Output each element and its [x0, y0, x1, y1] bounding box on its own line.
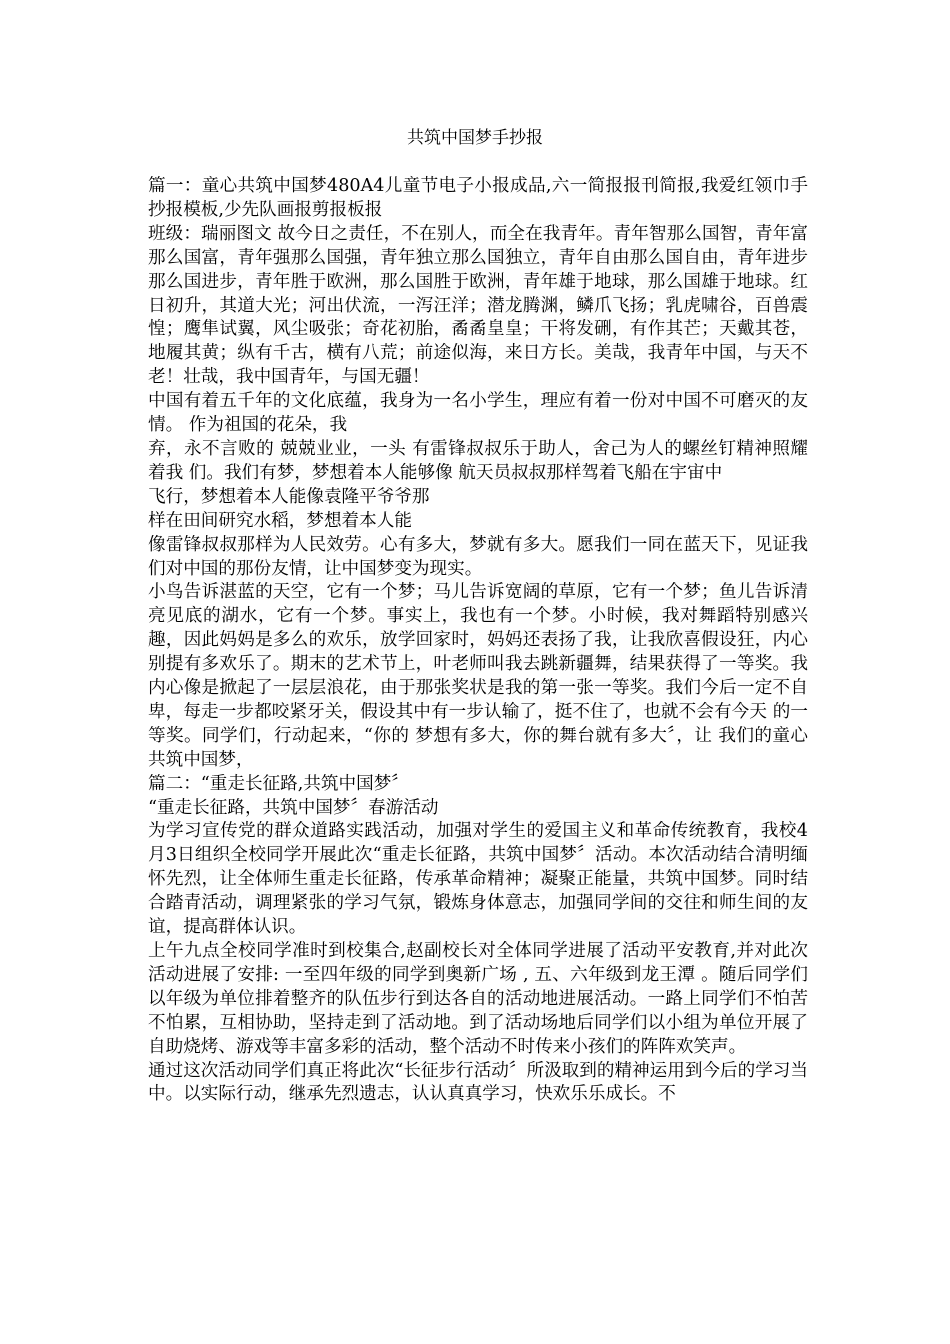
- paragraph-12: 上午九点全校同学准时到校集合,赵副校长对全体同学进展了活动平安教育,并对此次活动进展了安排: 一至四年级的同学到奥新广场 , 五、六年级到龙王潭 。随后同学们以年级为单位排着整齐的队伍步行到达各自的活动地进展活动。一路上同学们不怕苦不怕累，互相协助，坚持走到了活动地。到了活动场地后同学们以小组为单位开展了自助烧烤、游戏等丰富多彩的活动，整个活动不时传来小孩们的阵阵欢笑声。: [148, 941, 808, 1057]
- paragraph-7: 像雷锋叔叔那样为人民效劳。心有多大，梦就有多大。愿我们一同在蓝天下，见证我们对中国的那份友情，让中国梦变为现实。: [148, 534, 808, 579]
- paragraph-8: 小鸟告诉湛蓝的天空，它有一个梦；马儿告诉宽阔的草原，它有一个梦；鱼儿告诉清亮见底的湖水，它有一个梦。事实上，我也有一个梦。小时候，我对舞蹈特别感兴趣，因此妈妈是多么的欢乐，放学回家时，妈妈还表扬了我，让我欣喜假设狂，内心别提有多欢乐了。期末的艺术节上，叶老师叫我去跳新疆舞，结果获得了一等奖。我内心像是掀起了一层层浪花，由于那张奖状是我的第一张一等奖。我们今后一定不自卑，每走一步都咬紧牙关，假设其中有一步认输了，挺不住了，也就不会有今天 的一等奖。同学们，行动起来，“你的 梦想有多大，你的舞台就有多大〞，让 我们的童心共筑中国梦，: [148, 582, 808, 770]
- paragraph-6: 样在田间研究水稻，梦想着本人能: [148, 510, 412, 531]
- paragraph-2: 班级：瑞丽图文 故今日之责任，不在别人，而全在我青年。青年智那么国智，青年富那么国富，青年强那么国强，青年独立那么国独立，青年自由那么国自由，青年进步那么国进步，青年胜于欧洲，那么国胜于欧洲，青年雄于地球，那么国雄于地球。红日初升，其道大光；河出伏流，一泻汪洋；潜龙腾渊，鳞爪飞扬；乳虎啸谷，百兽震惶；鹰隼试翼，风尘吸张；奇花初胎，矞矞皇皇；干将发硎，有作其芒；天戴其苍，地履其黄；纵有千古，横有八荒；前途似海，来日方长。美哉，我青年中国，与天不老！壮哉，我中国青年，与国无疆！: [148, 223, 808, 388]
- paragraph-10: “重走长征路，共筑中国梦〞春游活动: [148, 797, 439, 818]
- paragraph-1: 篇一：童心共筑中国梦480A4儿童节电子小报成品,六一简报报刊简报,我爱红领巾手抄报模板,少先队画报剪报板报: [148, 176, 808, 220]
- paragraph-9: 篇二：“重走长征路,共筑中国梦〞: [148, 773, 409, 794]
- paragraph-3: 中国有着五千年的文化底蕴，我身为一名小学生，理应有着一份对中国不可磨灭的友情。 作为祖国的花朵，我: [148, 391, 808, 436]
- document-body: [148, 175, 808, 1107]
- paragraph-13: 通过这次活动同学们真正将此次“长征步行活动〞所汲取到的精神运用到今后的学习当中。以实际行动，继承先烈遗志，认认真真学习，快欢乐乐成长。不: [148, 1060, 808, 1105]
- paragraph-4: 弃，永不言败的 兢兢业业，一头 有雷锋叔叔乐于助人，舍己为人的螺丝钉精神照耀着我 们。我们有梦，梦想着本人能够像 航天员叔叔那样驾着飞船在宇宙中: [148, 438, 808, 483]
- document-title: 共筑中国梦手抄报: [407, 128, 543, 148]
- paragraph-11: 为学习宣传党的群众道路实践活动，加强对学生的爱国主义和革命传统教育，我校4月3日组织全校同学开展此次“重走长征路，共筑中国梦〞活动。本次活动结合清明缅怀先烈，让全体师生重走长征路，传承革命精神；凝聚正能量，共筑中国梦。同时结合踏青活动，调理紧张的学习气氛，锻炼身体意志，加强同学间的交往和师生间的友谊，提高群体认识。: [148, 821, 808, 938]
- paragraph-5: 飞行，梦想着本人能像袁隆平爷爷那: [148, 486, 430, 507]
